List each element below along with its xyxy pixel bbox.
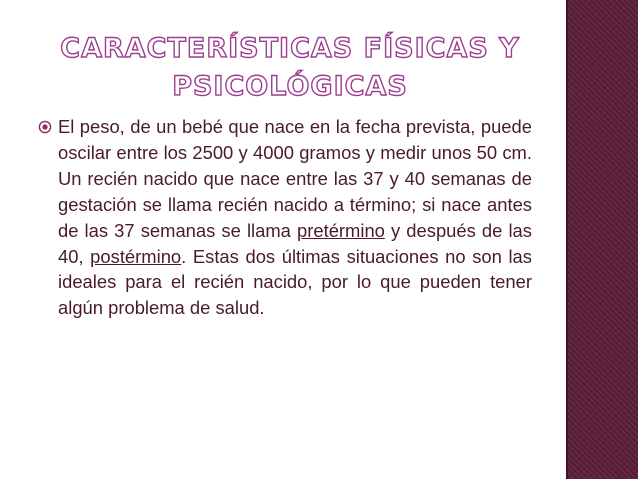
bullet-list: [38, 114, 532, 321]
term-postterm: postérmino: [90, 245, 182, 267]
decorative-side-bar: [568, 0, 638, 479]
term-preterm: pretérmino: [297, 219, 385, 241]
slide-title-line-2: PSICOLÓGICAS: [172, 71, 408, 102]
slide-title-line-1: CARACTERÍSTICAS FÍSICAS Y: [60, 33, 520, 64]
slide-title: [40, 30, 540, 106]
paragraph-text-2: y después de las 40,: [58, 219, 532, 267]
circled-dot-bullet-icon: [38, 120, 52, 134]
paragraph-text-3: . Estas dos últimas situaciones no son las ideales para el recién nacido, por lo que pueden tener algún problema de salud.: [58, 245, 532, 319]
paragraph-text-1: El peso, de un bebé que nace en la fecha prevista, puede oscilar entre los 2500 y 4000 gramos y medir unos 50 cm. Un recién nacido que nace entre las 37 y 40 semanas de gestación se llama recién nacido a término; si nace antes de las 37 semanas se llama: [58, 116, 532, 241]
bullet-item: [38, 114, 532, 321]
